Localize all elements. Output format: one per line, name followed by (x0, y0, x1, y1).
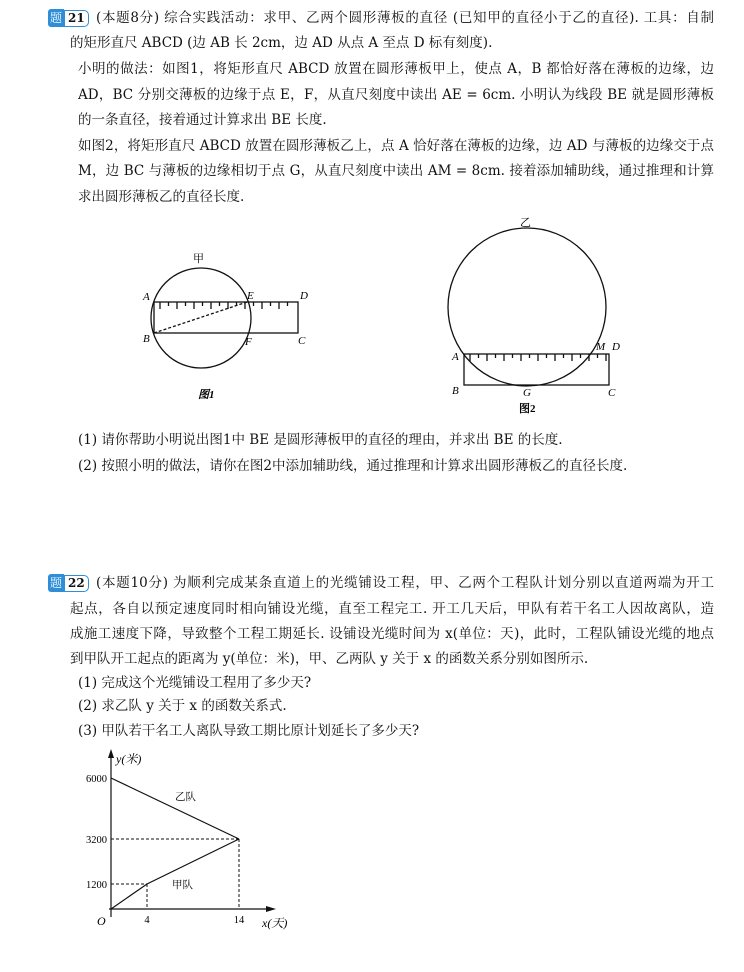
label-a: A (143, 291, 150, 303)
q21-line: M，边 BC 与薄板的边缘相切于点 G，从直尺刻度中读出 AM = 8cm. 接着添加辅助线，通过推理和计算 (78, 163, 714, 179)
ruler-abcd (154, 302, 298, 333)
ruler-ticks (160, 302, 288, 309)
label-g: G (523, 387, 531, 399)
series-label-yi: 乙队 (175, 792, 196, 803)
y-axis-label: y(米) (116, 752, 142, 766)
q21-line: 的矩形直尺 ABCD (边 AB 长 2cm，边 AD 从点 A 至点 D 标有刻度). (70, 35, 493, 51)
series-line-yi (111, 778, 239, 839)
q22-question: (1) 完成这个光缆铺设工程用了多少天? (78, 675, 312, 691)
label-f: F (245, 336, 252, 348)
figure-2 (448, 228, 609, 386)
series-line-jia (111, 839, 239, 909)
x-axis-arrow (266, 906, 276, 912)
q22-question: (3) 甲队若干名工人离队导致工期比原计划延长了多少天? (78, 723, 420, 739)
question-badge-char: 题 (50, 11, 63, 25)
q21-line: (本题8分) 综合实践活动：求甲、乙两个圆形薄板的直径 (已知甲的直径小于乙的直径). 工具：自制 (96, 10, 714, 26)
fig2-title: 乙 (520, 217, 531, 229)
question-number: 22 (64, 575, 89, 592)
q21-question: (1) 请你帮助小明说出图1中 BE 是圆形薄板甲的直径的理由，并求出 BE 的长度. (78, 432, 563, 448)
label-e: E (247, 290, 254, 302)
segment-be (154, 302, 247, 333)
x-tick-label: 14 (233, 915, 245, 926)
q21-line: 小明的做法：如图1，将矩形直尺 ABCD 放置在圆形薄板甲上，使点 A，B 都恰好落在薄板的边缘，边 (78, 61, 714, 77)
q22-line: 起点，各自以预定速度同时相向铺设光缆，直至工程完工. 开工几天后，甲队有若干名工人因故离队，造 (70, 601, 714, 617)
x-tick-label: 4 (144, 915, 150, 926)
label-b: B (452, 385, 459, 397)
q22-line: 到甲队开工起点的距离为 y(单位：米)，甲、乙两队 y 关于 x 的函数关系分别如图所示. (70, 651, 589, 667)
fig2-caption: 图2 (519, 403, 536, 415)
y-tick-label: 3200 (86, 835, 107, 846)
origin-label: O (97, 914, 106, 928)
fig1-caption: 图1 (198, 389, 215, 401)
y-tick-label: 1200 (86, 880, 107, 891)
question-number: 21 (64, 10, 89, 27)
label-b: B (143, 333, 150, 345)
label-c: C (608, 387, 616, 399)
q21-line: 如图2，将矩形直尺 ABCD 放置在圆形薄板乙上，点 A 恰好落在薄板的边缘，边 AD 与薄板的边缘交于点 (78, 138, 714, 154)
label-d: D (300, 290, 308, 302)
q21-line: AD，BC 分别交薄板的边缘于点 E，F，从直尺刻度中读出 AE = 6cm. 小明认为线段 BE 就是圆形薄板 (78, 87, 714, 103)
q22-line: 成施工速度下降，导致整个工程工期延长. 设铺设光缆时间为 x(单位：天)，此时，工程队铺设光缆的地点 (70, 626, 714, 642)
series-label-jia: 甲队 (172, 880, 193, 891)
y-axis-arrow (108, 749, 114, 758)
fig1-title: 甲 (193, 253, 204, 265)
label-m: M (596, 341, 606, 353)
label-c: C (298, 335, 306, 347)
y-tick-label: 6000 (86, 774, 107, 785)
circle-jia (151, 268, 251, 368)
function-graph (86, 749, 287, 930)
x-axis-label: x(天) (262, 916, 288, 930)
label-d: D (612, 341, 620, 353)
q22-line: (本题10分) 为顺利完成某条直道上的光缆铺设工程，甲、乙两个工程队计划分别以直道两端为开工 (96, 575, 714, 591)
figure-1 (151, 268, 298, 368)
question-badge-char: 题 (50, 576, 63, 590)
circle-yi (448, 228, 606, 386)
q21-line: 的一条直径，接着通过计算求出 BE 长度. (78, 112, 327, 128)
label-a: A (452, 351, 459, 363)
q22-question: (2) 求乙队 y 关于 x 的函数关系式. (78, 698, 287, 714)
question-badge-22 (48, 573, 89, 593)
q21-question: (2) 按照小明的做法，请你在图2中添加辅助线，通过推理和计算求出圆形薄板乙的直径长度. (78, 458, 628, 474)
q21-line: 求出圆形薄板乙的直径长度. (78, 189, 245, 205)
